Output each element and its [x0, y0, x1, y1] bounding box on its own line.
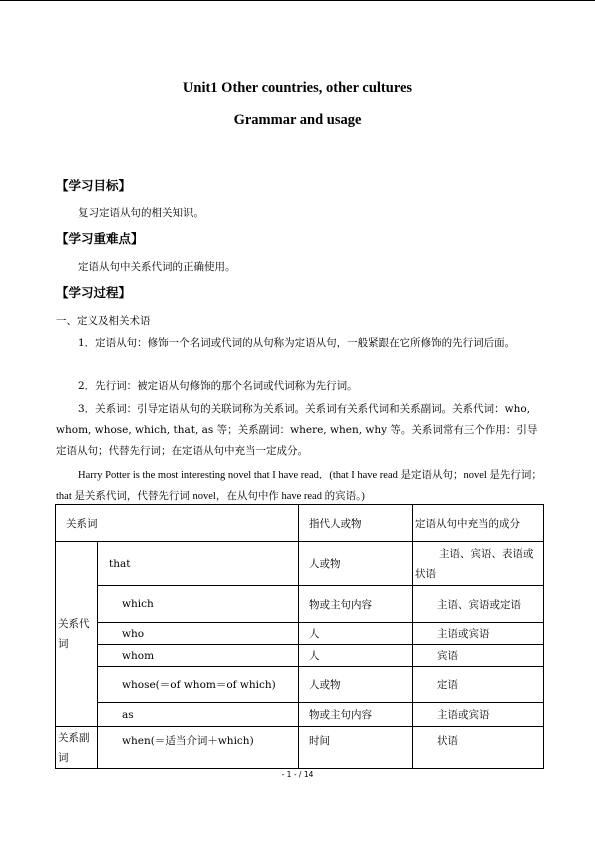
- item-2: 2．先行词：被定语从句修饰的那个名词或代词称为先行词。: [78, 380, 358, 392]
- role-text: 主语、宾语、表语或状语: [415, 547, 534, 580]
- role-cell: 主语、宾语或定语: [413, 586, 544, 623]
- relative-words-table: [55, 504, 544, 769]
- document-title: Unit1 Other countries, other cultures: [182, 80, 413, 96]
- word-cell: whose(＝of whom＝of which): [98, 667, 299, 703]
- role-cell: 主语或宾语: [413, 623, 544, 645]
- refers-cell: 时间: [299, 727, 413, 769]
- table-row: [56, 703, 544, 727]
- key-text: 定语从句中关系代词的正确使用。: [78, 261, 236, 273]
- role-cell: 定语: [413, 667, 544, 703]
- header-word: 关系词: [56, 505, 299, 542]
- role-cell: 宾语: [413, 645, 544, 667]
- refers-cell: 人: [299, 645, 413, 667]
- role-cell: 状语: [413, 727, 544, 769]
- goal-heading: 【学习目标】: [56, 178, 132, 193]
- part1-title: 一、定义及相关术语: [56, 315, 151, 327]
- word-cell: which: [98, 586, 299, 623]
- header-role: 定语从句中充当的成分: [413, 505, 544, 542]
- refers-cell: 人或物: [299, 542, 413, 586]
- table-row: [56, 586, 544, 623]
- word-cell: who: [98, 623, 299, 645]
- key-heading: 【学习重难点】: [56, 231, 144, 246]
- header-refers: 指代人或物: [299, 505, 413, 542]
- word-cell: whom: [98, 645, 299, 667]
- refers-cell: 物或主句内容: [299, 703, 413, 727]
- table-header-row: [56, 505, 544, 542]
- word-cell: as: [98, 703, 299, 727]
- role-cell: 主语或宾语: [413, 703, 544, 727]
- example-sentence: Harry Potter is the most interesting novel that I have read．(that I have read 是定语从句；novel 是先行词；that 是关系代词，代替先行词 novel，在从句中作 have read 的宾语。): [56, 470, 542, 502]
- table-row: [56, 645, 544, 667]
- table-row: [56, 667, 544, 703]
- refers-cell: 人或物: [299, 667, 413, 703]
- goal-text: 复习定语从句的相关知识。: [78, 207, 204, 219]
- process-heading: 【学习过程】: [56, 285, 132, 300]
- table-row: [56, 727, 544, 769]
- group-adverb: 关系副词: [56, 727, 98, 769]
- document-subtitle: Grammar and usage: [233, 112, 362, 128]
- group-pronoun: 关系代词: [56, 542, 98, 727]
- refers-cell: 人: [299, 623, 413, 645]
- word-cell: when(＝适当介词＋which): [98, 727, 299, 769]
- item-1: 1．定语从句：修饰一个名词或代词的从句称为定语从句，一般紧跟在它所修饰的先行词后面。: [78, 337, 516, 349]
- page-top-rule: [0, 0, 595, 1]
- refers-cell: 物或主句内容: [299, 586, 413, 623]
- page-number: - 1 - / 14: [281, 770, 314, 779]
- table-row: [56, 623, 544, 645]
- word-cell: that: [98, 542, 299, 586]
- role-cell: [413, 542, 544, 586]
- item-3: 3．关系词：引导定语从句的关联词称为关系词。关系词有关系代词和关系副词。关系代词：who, whom, whose, which, that, as 等；关系副词：where, when, why 等。关系词常有三个作用：引导定语从句；代替先行词；在定语从句中充当一定成分。: [56, 403, 538, 457]
- table-row: [56, 542, 544, 586]
